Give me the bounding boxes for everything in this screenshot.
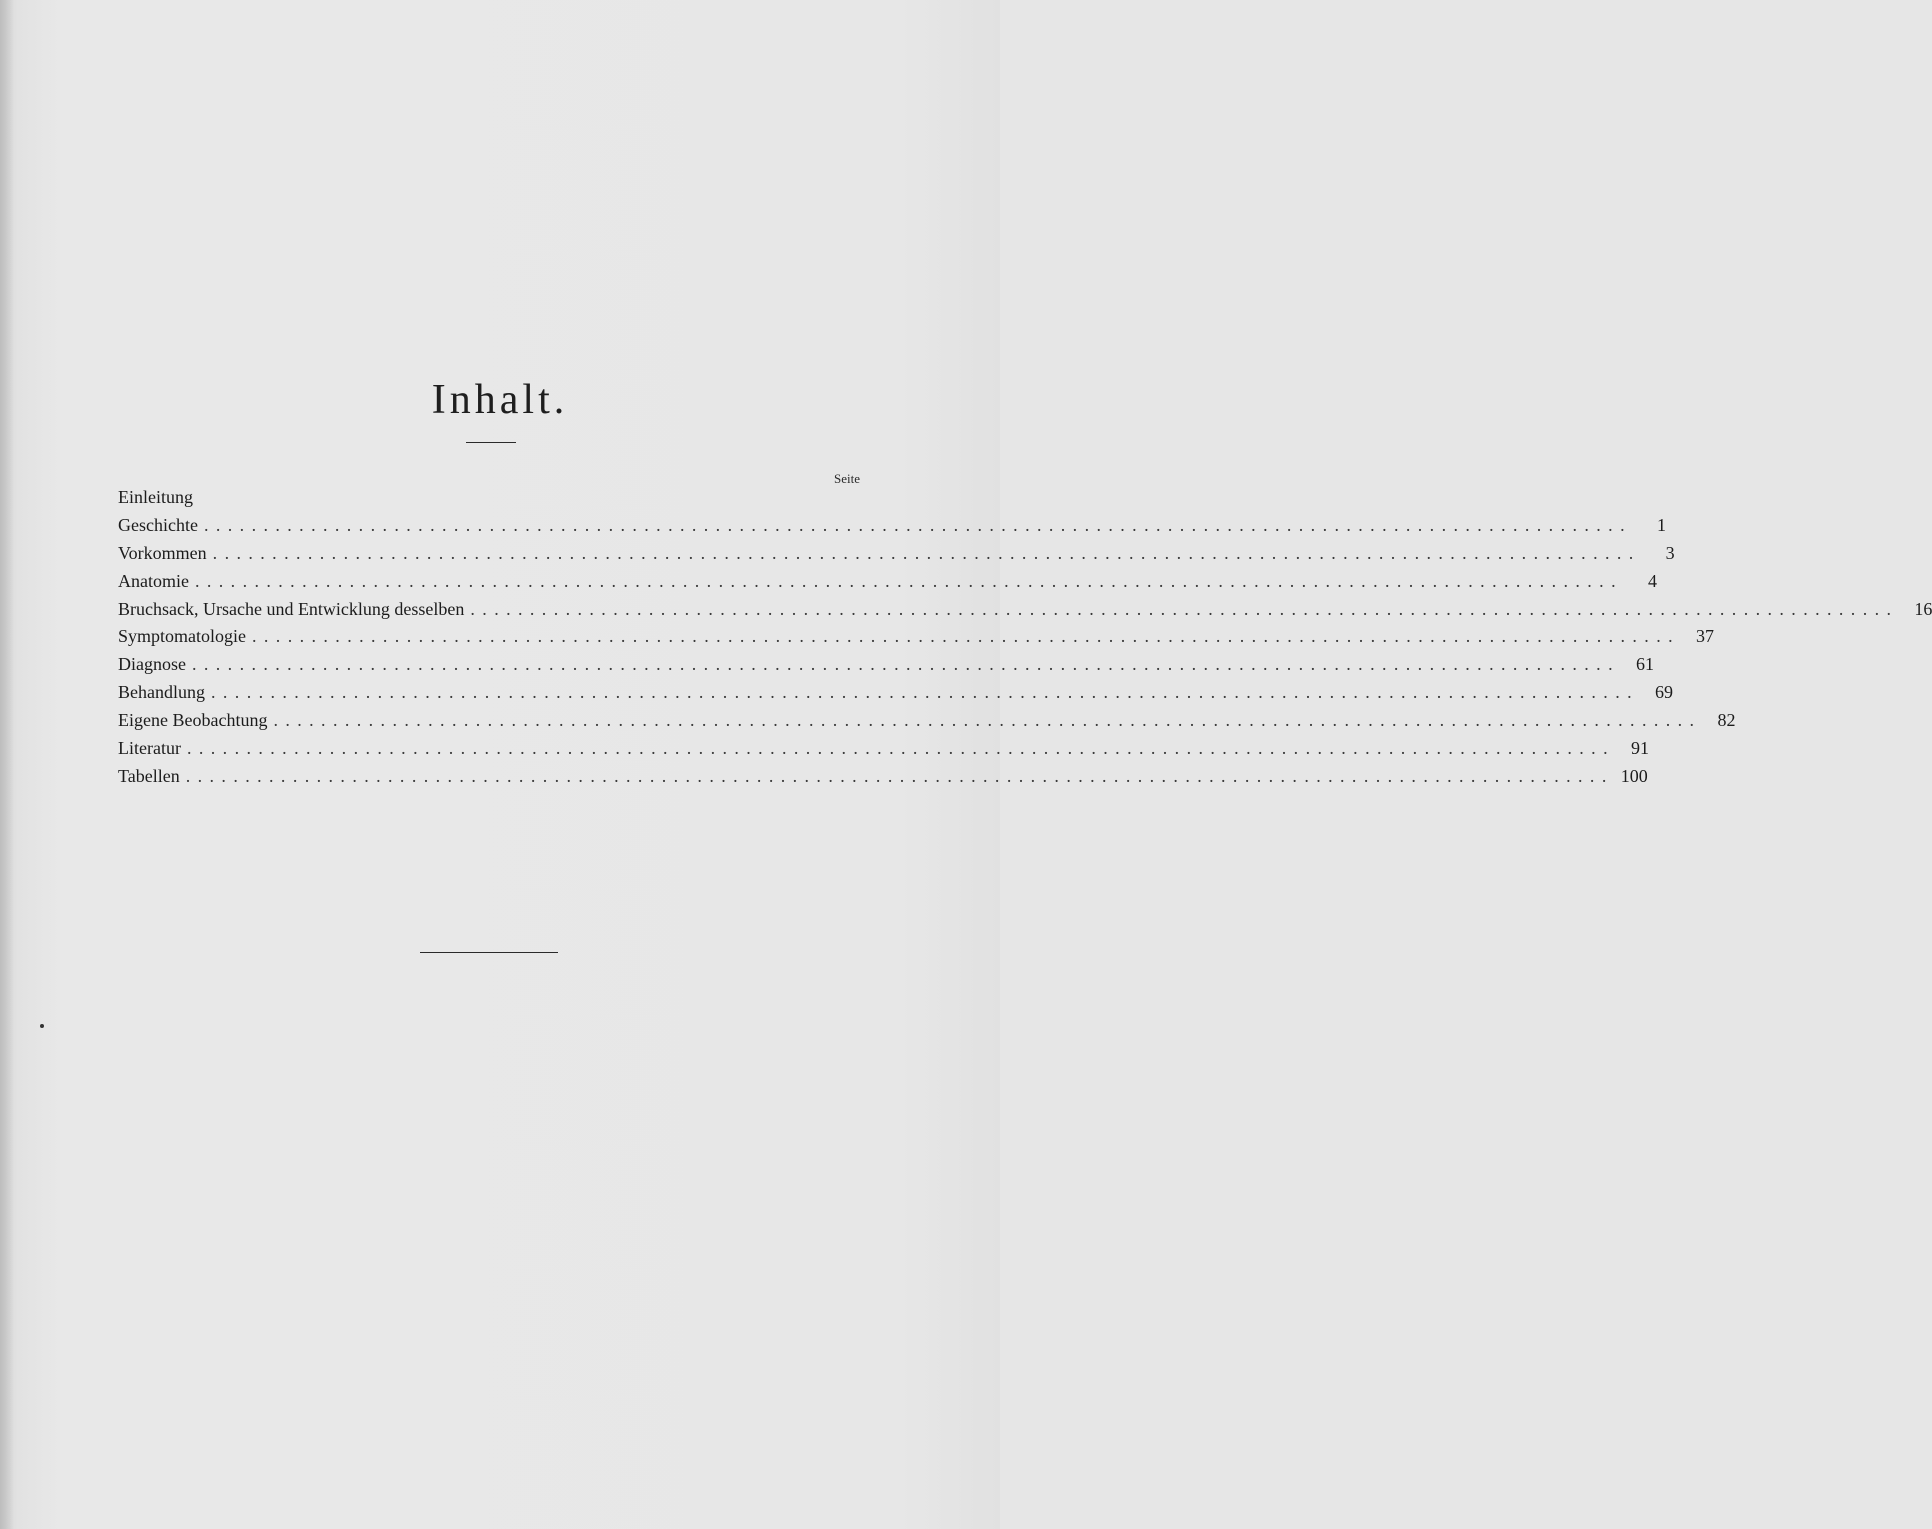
toc-entry xyxy=(118,540,1675,568)
toc-entry-label: Eigene Beobachtung xyxy=(118,710,268,731)
toc-entry xyxy=(118,623,1714,651)
table-of-contents xyxy=(118,484,1932,791)
dot-leader: ........................................................................................................................ xyxy=(203,514,1632,535)
toc-entry-label: Tabellen xyxy=(118,765,180,786)
toc-entry xyxy=(118,568,1657,596)
toc-entry-page: 4 xyxy=(1647,570,1657,591)
dot-leader: ........................................................................................................................ xyxy=(191,654,1620,675)
toc-entry-label: Geschichte xyxy=(118,514,198,535)
toc-entry-label: Symptomatologie xyxy=(118,626,246,647)
page-column-header: Seite xyxy=(834,471,860,486)
toc-entry-page: 69 xyxy=(1655,682,1673,703)
toc-entry-label: Anatomie xyxy=(118,570,189,591)
dot-leader: ........................................................................................................................ xyxy=(273,710,1702,731)
toc-entry-label: Behandlung xyxy=(118,682,205,703)
toc-entry-page: 61 xyxy=(1635,654,1654,675)
dot-leader: ........................................................................................................................ xyxy=(252,626,1680,647)
toc-entry-page: 1 xyxy=(1656,514,1666,535)
dot-leader: ........................................................................................................................ xyxy=(211,682,1639,703)
toc-entry-page: 82 xyxy=(1717,710,1736,731)
dot-leader: ........................................................................................................................ xyxy=(212,542,1641,563)
title-divider xyxy=(466,442,516,443)
toc-entry xyxy=(118,707,1736,735)
dot-leader: ........................................................................................................................ xyxy=(186,738,1615,759)
toc-entry xyxy=(118,484,860,512)
page-title: Inhalt. xyxy=(431,377,569,423)
toc-entry-page: 100 xyxy=(1620,765,1648,786)
toc-entry xyxy=(118,596,1932,624)
toc-entry xyxy=(118,735,1649,763)
ink-speck xyxy=(40,1024,44,1028)
toc-entry-label: Vorkommen xyxy=(118,542,207,563)
dot-leader: ........................................................................................................................ xyxy=(470,598,1899,619)
dot-leader: ........................................................................................................................ xyxy=(185,765,1614,786)
toc-entry-label: Einleitung xyxy=(118,487,193,507)
closing-divider xyxy=(420,952,558,953)
toc-entry-page: 16 xyxy=(1914,598,1932,619)
toc-entry xyxy=(118,763,1648,791)
toc-entry-label: Bruchsack, Ursache und Entwicklung desselben xyxy=(118,598,465,619)
toc-entry-page: 91 xyxy=(1630,738,1649,759)
toc-entry xyxy=(118,679,1673,707)
spine-shadow xyxy=(0,0,14,1529)
toc-entry-page: 37 xyxy=(1696,626,1714,647)
toc-entry xyxy=(118,512,1666,540)
toc-entry-label: Diagnose xyxy=(118,654,186,675)
toc-entry-label: Literatur xyxy=(118,738,181,759)
toc-entry xyxy=(118,651,1654,679)
dot-leader: ........................................................................................................................ xyxy=(194,570,1623,591)
toc-entry-page: 3 xyxy=(1665,542,1675,563)
